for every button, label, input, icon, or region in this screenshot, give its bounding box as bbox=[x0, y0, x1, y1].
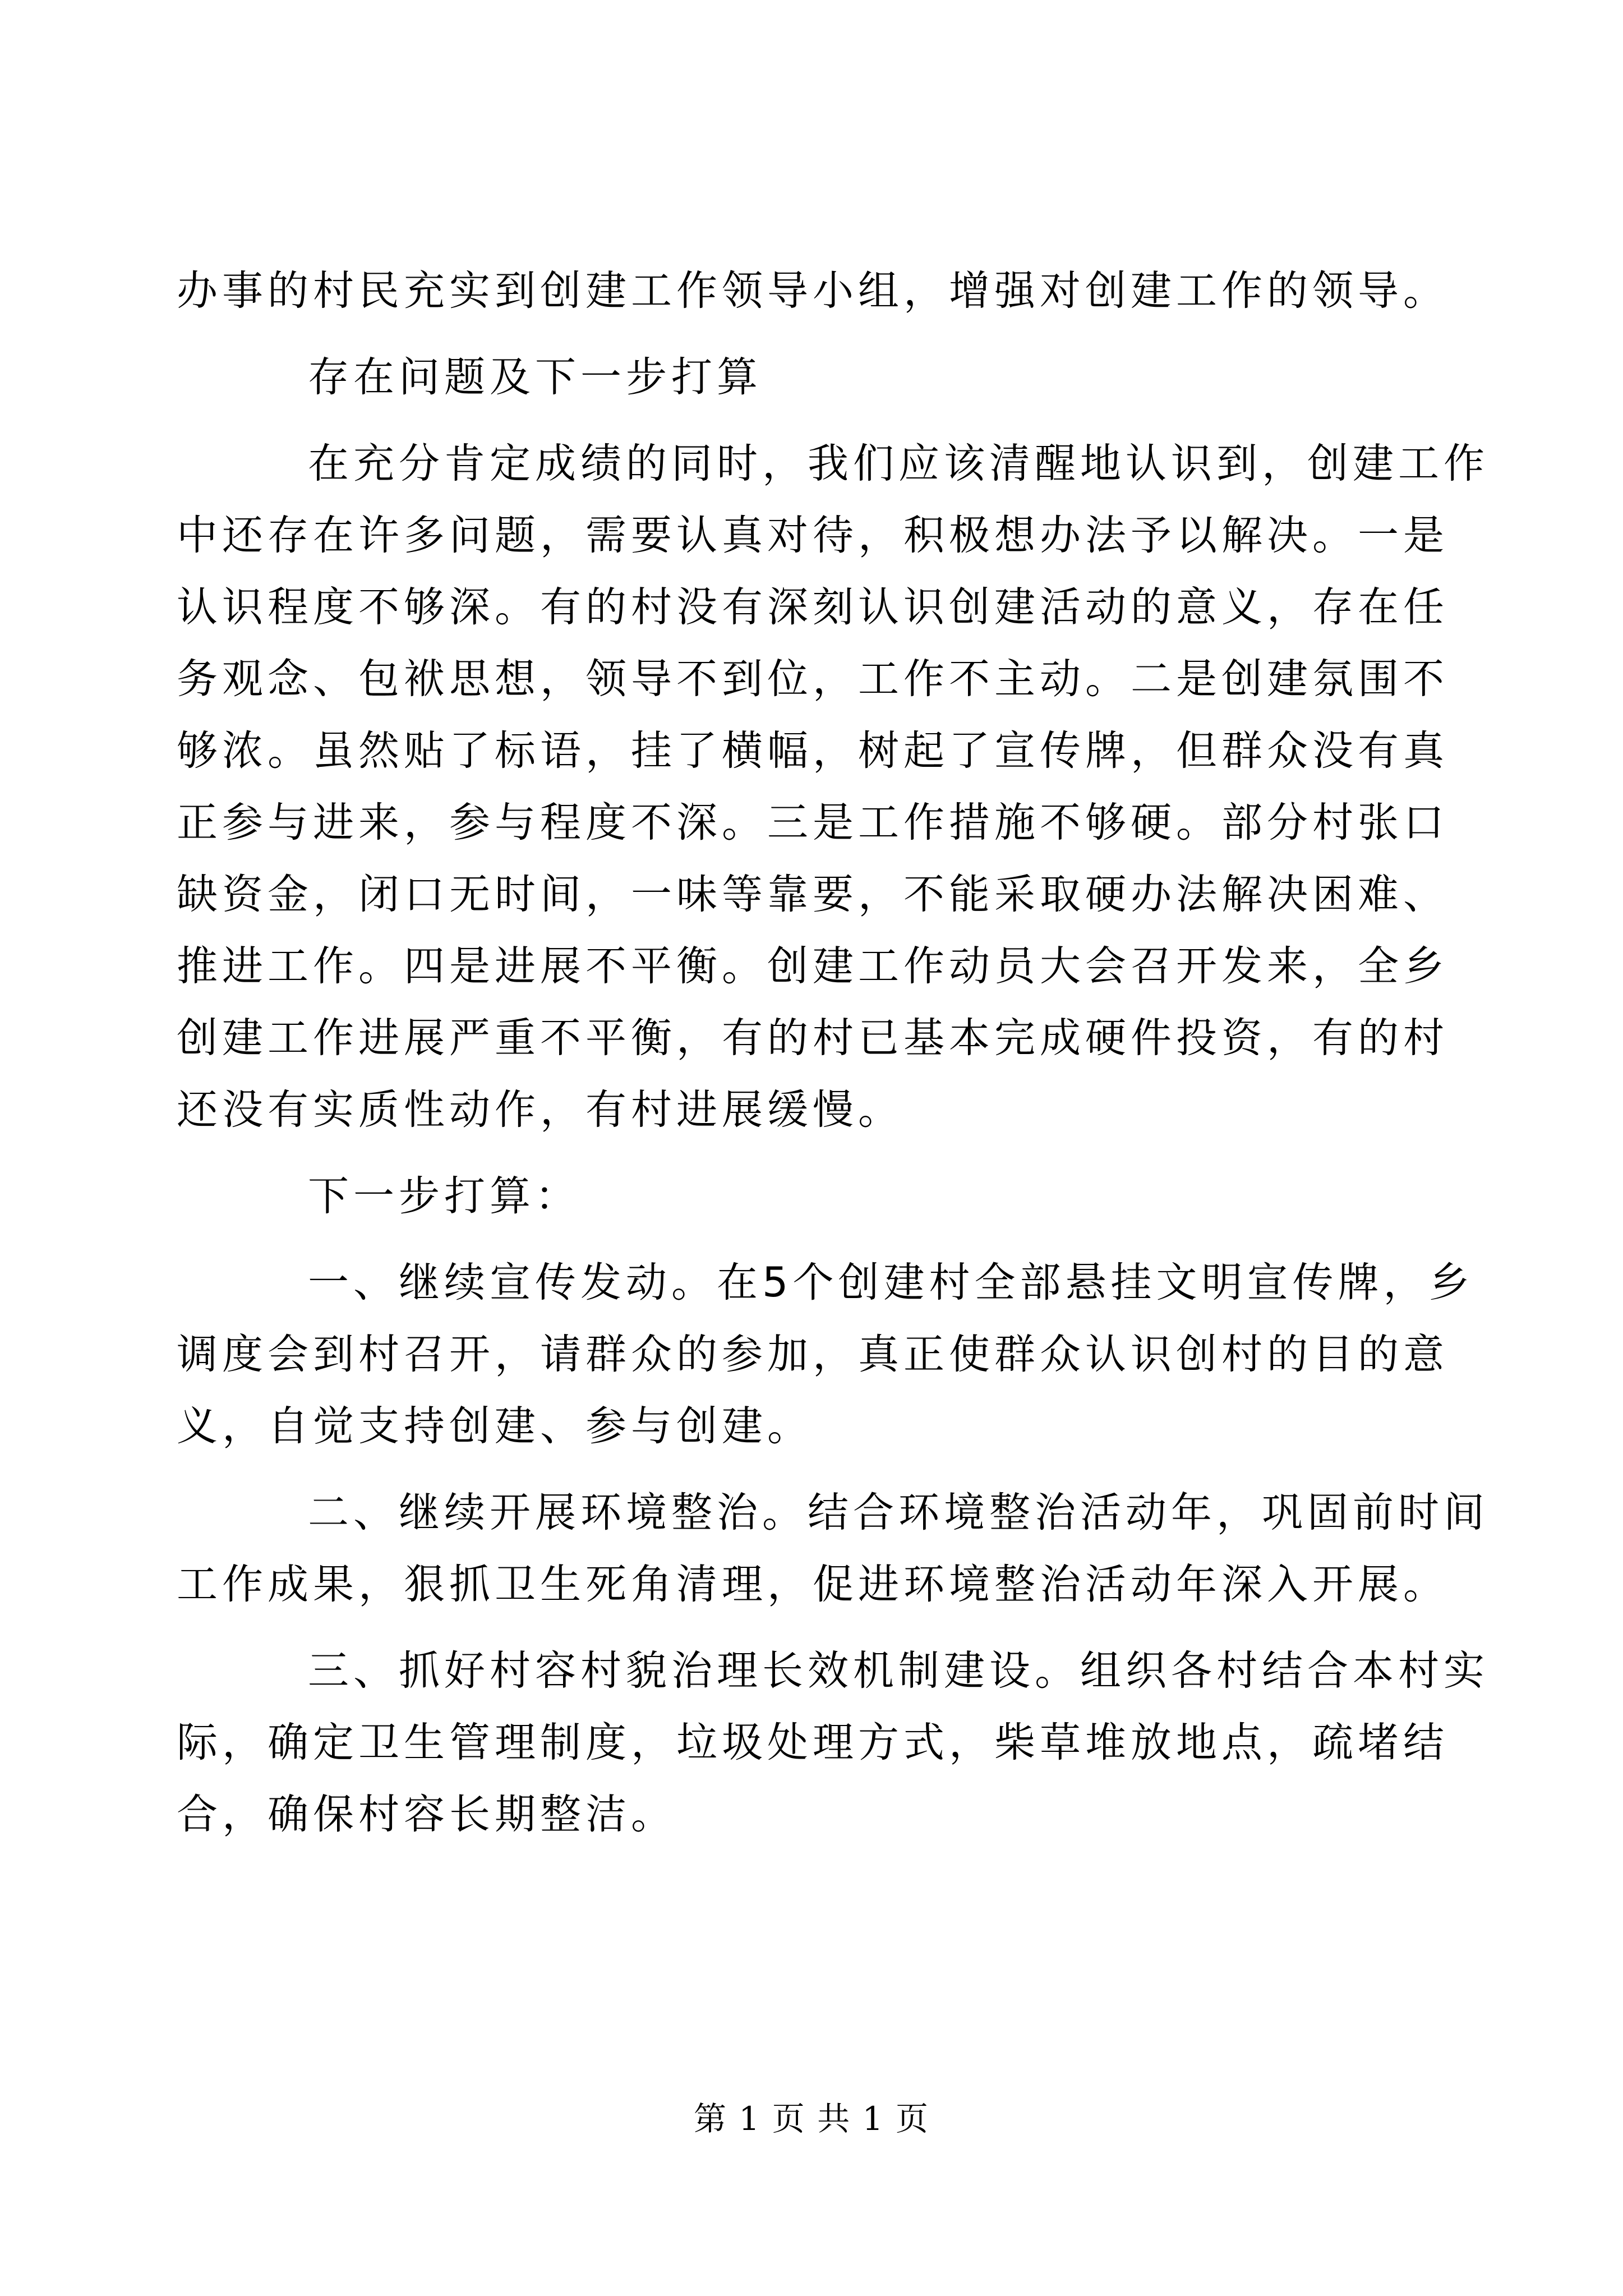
paragraph-step-three bbox=[177, 1635, 1489, 1851]
text-line: 务观念、包袱思想，领导不到位，工作不主动。二是创建氛围不 bbox=[177, 655, 1449, 703]
heading-text: 下一步打算： bbox=[308, 1172, 580, 1220]
paragraph-problems bbox=[177, 428, 1489, 1146]
page-footer bbox=[0, 2092, 1623, 2139]
paragraph-continuation bbox=[177, 255, 1450, 327]
text-line: 够浓。虽然贴了标语，挂了横幅，树起了宣传牌，但群众没有真 bbox=[177, 727, 1449, 775]
text-line: 际，确定卫生管理制度，垃圾处理方式，柴草堆放地点，疏堵结 bbox=[177, 1719, 1449, 1766]
heading-text: 存在问题及下一步打算 bbox=[308, 353, 762, 401]
section-heading bbox=[177, 342, 1450, 413]
text-line: 还没有实质性动作，有村进展缓慢。 bbox=[177, 1086, 903, 1134]
text-line: 认识程度不够深。有的村没有深刻认识创建活动的意义，存在任 bbox=[177, 583, 1449, 631]
text-line: 三、抓好村容村貌治理长效机制建设。组织各村结合本村实 bbox=[308, 1647, 1489, 1695]
text-line: 调度会到村召开，请群众的参加，真正使群众认识创村的目的意 bbox=[177, 1331, 1449, 1378]
text-line: 一、继续宣传发动。在5个创建村全部悬挂文明宣传牌，乡 bbox=[308, 1259, 1474, 1306]
text-line: 办事的村民充实到创建工作领导小组，增强对创建工作的领导。 bbox=[177, 267, 1449, 315]
document-body bbox=[177, 255, 1489, 1851]
text-line: 中还存在许多问题，需要认真对待，积极想办法予以解决。一是 bbox=[177, 512, 1449, 559]
text-line: 创建工作进展严重不平衡，有的村已基本完成硬件投资，有的村 bbox=[177, 1014, 1449, 1062]
section-heading-next-steps bbox=[177, 1161, 1450, 1232]
text-line: 正参与进来，参与程度不深。三是工作措施不够硬。部分村张口 bbox=[177, 799, 1449, 846]
text-line: 义，自觉支持创建、参与创建。 bbox=[177, 1402, 813, 1450]
text-line: 推进工作。四是进展不平衡。创建工作动员大会召开发来，全乡 bbox=[177, 942, 1449, 990]
text-line: 合，确保村容长期整洁。 bbox=[177, 1791, 676, 1838]
text-line: 二、继续开展环境整治。结合环境整治活动年，巩固前时间 bbox=[308, 1489, 1489, 1536]
text-line: 在充分肯定成绩的同时，我们应该清醒地认识到，创建工作 bbox=[308, 440, 1489, 487]
paragraph-step-two bbox=[177, 1477, 1489, 1621]
text-line: 缺资金，闭口无时间，一味等靠要，不能采取硬办法解决困难、 bbox=[177, 871, 1449, 918]
page-number-label: 第 1 页 共 1 页 bbox=[694, 2100, 929, 2138]
text-line: 工作成果，狠抓卫生死角清理，促进环境整治活动年深入开展。 bbox=[177, 1561, 1449, 1608]
paragraph-step-one bbox=[177, 1247, 1474, 1462]
